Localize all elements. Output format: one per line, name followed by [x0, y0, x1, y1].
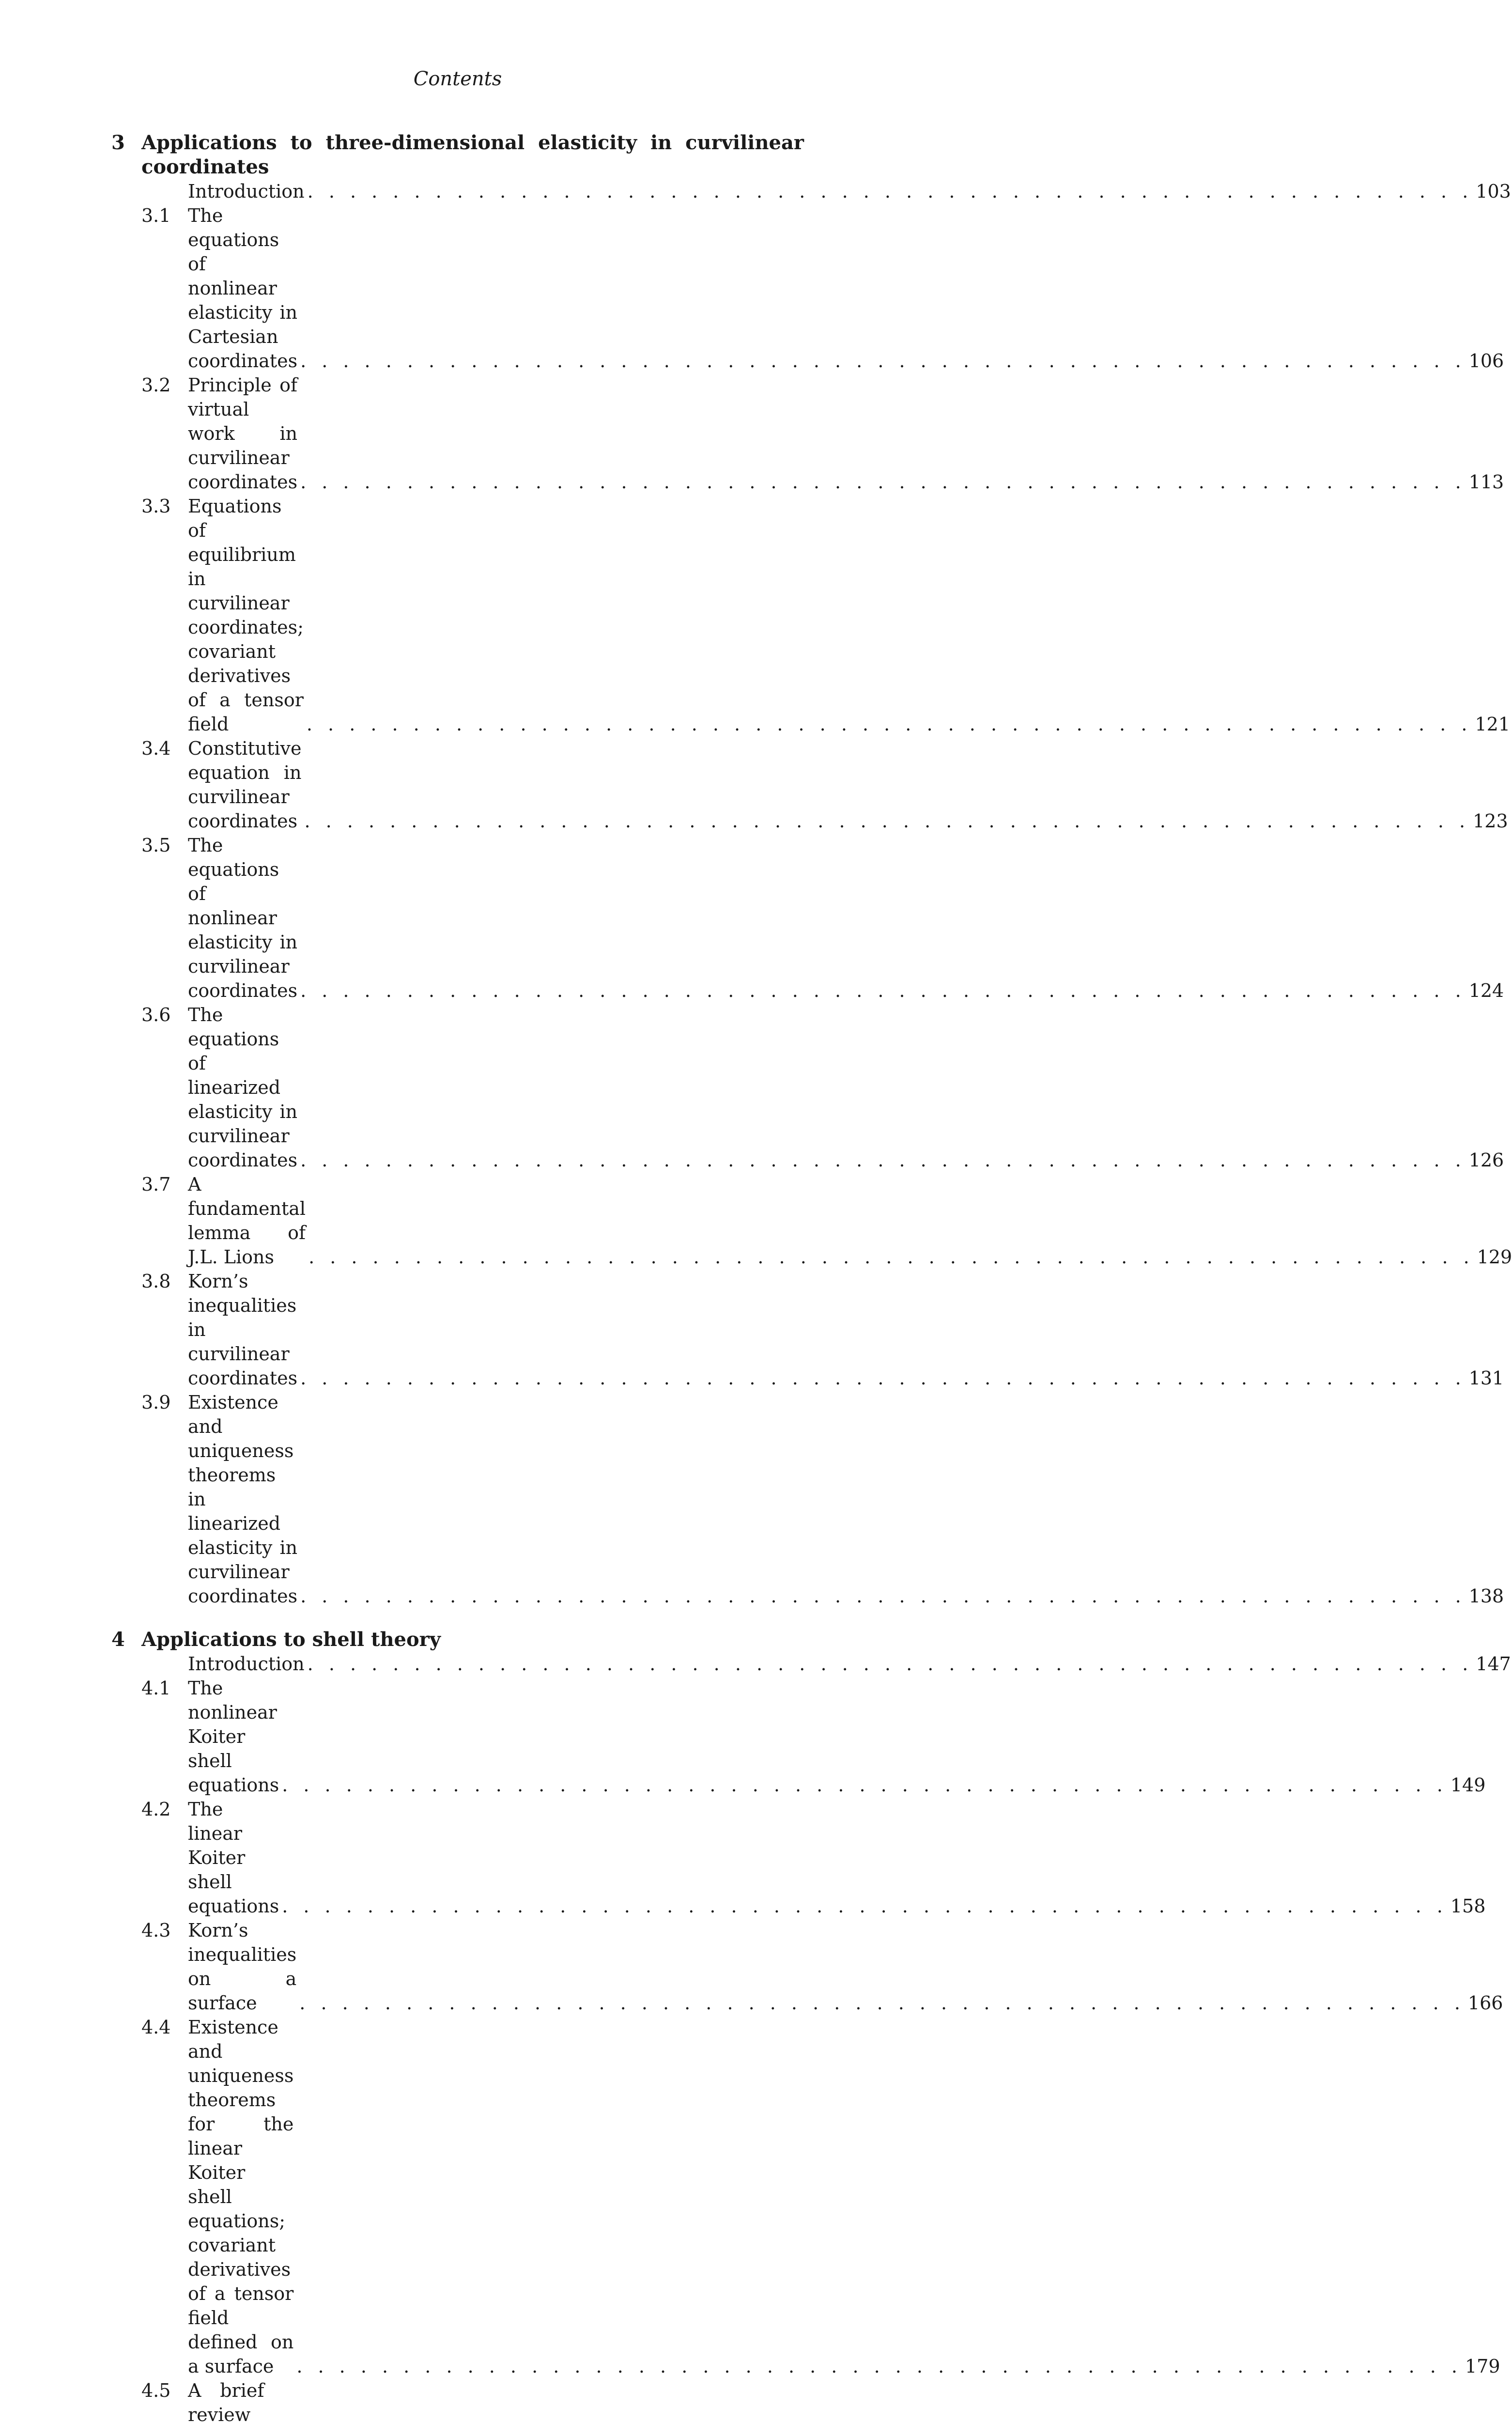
chapter-number: 4 — [111, 1628, 125, 1651]
section-title: The equations of nonlinear elasticity in Cartesian coordinates — [188, 205, 298, 372]
page-number: 106 — [1468, 350, 1504, 372]
page-number: 166 — [1467, 1992, 1503, 2014]
chapter-4 — [111, 1628, 1511, 2422]
section-number: 3.3 — [141, 496, 171, 517]
section-title: Introduction — [188, 1653, 305, 1675]
leader-dots: . . . . . . . . . . . . . . . . . . . . . . . . . . . . . . . . . . . . . . . . . . . . . . . . . . . . . . . — [306, 714, 1472, 735]
toc-entry[interactable] — [111, 373, 1504, 494]
section-title: Korn’s inequalities on a surface — [188, 1920, 297, 2014]
toc-entry[interactable] — [111, 833, 1504, 1003]
section-number: 3.6 — [141, 1004, 171, 1025]
page-number: 126 — [1468, 1149, 1504, 1171]
page-number: 121 — [1475, 714, 1511, 735]
toc-entry[interactable] — [111, 1003, 1504, 1172]
section-number: 3.4 — [141, 738, 171, 759]
page-number: 129 — [1477, 1246, 1512, 1268]
page-number: 113 — [1468, 471, 1504, 493]
section-title: The equations of nonlinear elasticity in curvilinear coordinates — [188, 835, 298, 1001]
section-title: Principle of virtual work in curvilinear coordinates — [188, 374, 298, 493]
section-title: Equations of equilibrium in curvilinear coordinates; covariant derivatives of a tensor field — [188, 496, 304, 735]
toc-entry[interactable] — [111, 1269, 1504, 1390]
page-number: 158 — [1450, 1895, 1486, 1917]
leader-dots: . . . . . . . . . . . . . . . . . . . . . . . . . . . . . . . . . . . . . . . . . . . . . . . . . . . . . . . — [300, 980, 1466, 1001]
section-title: Korn’s inequalities in curvilinear coordinates — [188, 1271, 298, 1389]
leader-dots: . . . . . . . . . . . . . . . . . . . . . . . . . . . . . . . . . . . . . . . . . . . . . . . . . . . . . . . — [300, 1149, 1466, 1171]
leader-dots: . . . . . . . . . . . . . . . . . . . . . . . . . . . . . . . . . . . . . . . . . . . . . . . . . . . . . . . — [307, 181, 1473, 202]
leader-dots: . . . . . . . . . . . . . . . . . . . . . . . . . . . . . . . . . . . . . . . . . . . . . . . . . . . . . . . — [304, 810, 1470, 832]
leader-dots: . . . . . . . . . . . . . . . . . . . . . . . . . . . . . . . . . . . . . . . . . . . . . . . . . . . . . . . — [300, 1585, 1466, 1607]
page-number: 138 — [1468, 1585, 1504, 1607]
section-title: Existence and uniqueness theorems for the linear Koiter shell equations; covariant derivatives of a tensor field defined on a surface — [188, 2017, 294, 2377]
page-number: 123 — [1473, 810, 1508, 832]
leader-dots: . . . . . . . . . . . . . . . . . . . . . . . . . . . . . . . . . . . . . . . . . . . . . . . . . . . . . . . — [307, 1653, 1473, 1675]
page-number: 103 — [1476, 181, 1511, 202]
table-of-contents — [111, 131, 1512, 2422]
toc-entry[interactable] — [111, 203, 1504, 373]
leader-dots: . . . . . . . . . . . . . . . . . . . . . . . . . . . . . . . . . . . . . . . . . . . . . . . . . . . . . . . — [296, 2356, 1462, 2377]
toc-entry[interactable] — [111, 179, 1511, 203]
toc-entry[interactable] — [111, 1172, 1512, 1269]
toc-entry[interactable] — [111, 2015, 1500, 2378]
toc-entry[interactable] — [111, 1797, 1486, 1918]
section-number: 3.9 — [141, 1392, 171, 1413]
page-number: 124 — [1468, 980, 1504, 1001]
toc-entry[interactable] — [111, 1676, 1486, 1797]
section-title: A fundamental lemma of J.L. Lions — [188, 1174, 306, 1268]
section-title: A brief review — [188, 2380, 264, 2422]
section-title: Introduction — [188, 181, 305, 202]
section-number: 3.7 — [141, 1174, 171, 1195]
toc-entry[interactable] — [111, 1652, 1511, 1676]
section-number: 4.1 — [141, 1677, 171, 1699]
section-number: 4.2 — [141, 1799, 171, 1820]
section-title: The linear Koiter shell equations — [188, 1799, 279, 1917]
page-number: 179 — [1465, 2356, 1500, 2377]
leader-dots: . . . . . . . . . . . . . . . . . . . . . . . . . . . . . . . . . . . . . . . . . . . . . . . . . . . . . . . — [282, 1774, 1448, 1796]
section-title: The equations of linearized elasticity in curvilinear coordinates — [188, 1004, 298, 1171]
section-title: The nonlinear Koiter shell equations — [188, 1677, 279, 1796]
leader-dots: . . . . . . . . . . . . . . . . . . . . . . . . . . . . . . . . . . . . . . . . . . . . . . . . . . . . . . . — [282, 1895, 1448, 1917]
section-number: 4.3 — [141, 1920, 171, 1941]
section-number: 4.5 — [141, 2380, 171, 2401]
leader-dots: . . . . . . . . . . . . . . . . . . . . . . . . . . . . . . . . . . . . . . . . . . . . . . . . . . . . . . . — [299, 1992, 1465, 2014]
leader-dots: . . . . . . . . . . . . . . . . . . . . . . . . . . . . . . . . . . . . . . . . . . . . . . . . . . . . . . . — [300, 350, 1466, 372]
toc-entry[interactable] — [111, 2378, 804, 2422]
section-number: 3.1 — [141, 205, 171, 226]
chapter-number: 3 — [111, 131, 125, 154]
chapter-heading[interactable] — [111, 131, 804, 179]
chapter-heading[interactable] — [111, 1628, 804, 1652]
page-number: 147 — [1476, 1653, 1511, 1675]
chapter-title: Applications to shell theory — [141, 1628, 441, 1651]
running-head: Contents — [413, 68, 502, 90]
leader-dots: . . . . . . . . . . . . . . . . . . . . . . . . . . . . . . . . . . . . . . . . . . . . . . . . . . . . . . . — [309, 1246, 1474, 1268]
page-number: 149 — [1450, 1774, 1486, 1796]
toc-entry[interactable] — [111, 1390, 1504, 1608]
toc-entry[interactable] — [111, 736, 1508, 833]
leader-dots: . . . . . . . . . . . . . . . . . . . . . . . . . . . . . . . . . . . . . . . . . . . . . . . . . . . . . . . — [300, 471, 1466, 493]
chapter-title: Applications to three-dimensional elasticity in curvilinear coordinates — [141, 131, 804, 178]
section-number: 4.4 — [141, 2017, 171, 2038]
section-title: Constitutive equation in curvilinear coordinates — [188, 738, 302, 832]
chapter-3 — [111, 131, 1512, 1608]
page-number: 131 — [1468, 1367, 1504, 1389]
toc-entry[interactable] — [111, 1918, 1503, 2015]
leader-dots: . . . . . . . . . . . . . . . . . . . . . . . . . . . . . . . . . . . . . . . . . . . . . . . . . . . . . . . — [300, 1367, 1466, 1389]
section-number: 3.2 — [141, 374, 171, 396]
section-number: 3.8 — [141, 1271, 171, 1292]
section-title: Existence and uniqueness theorems in linearized elasticity in curvilinear coordinates — [188, 1392, 298, 1607]
section-number: 3.5 — [141, 835, 171, 856]
toc-entry[interactable] — [111, 494, 1511, 736]
